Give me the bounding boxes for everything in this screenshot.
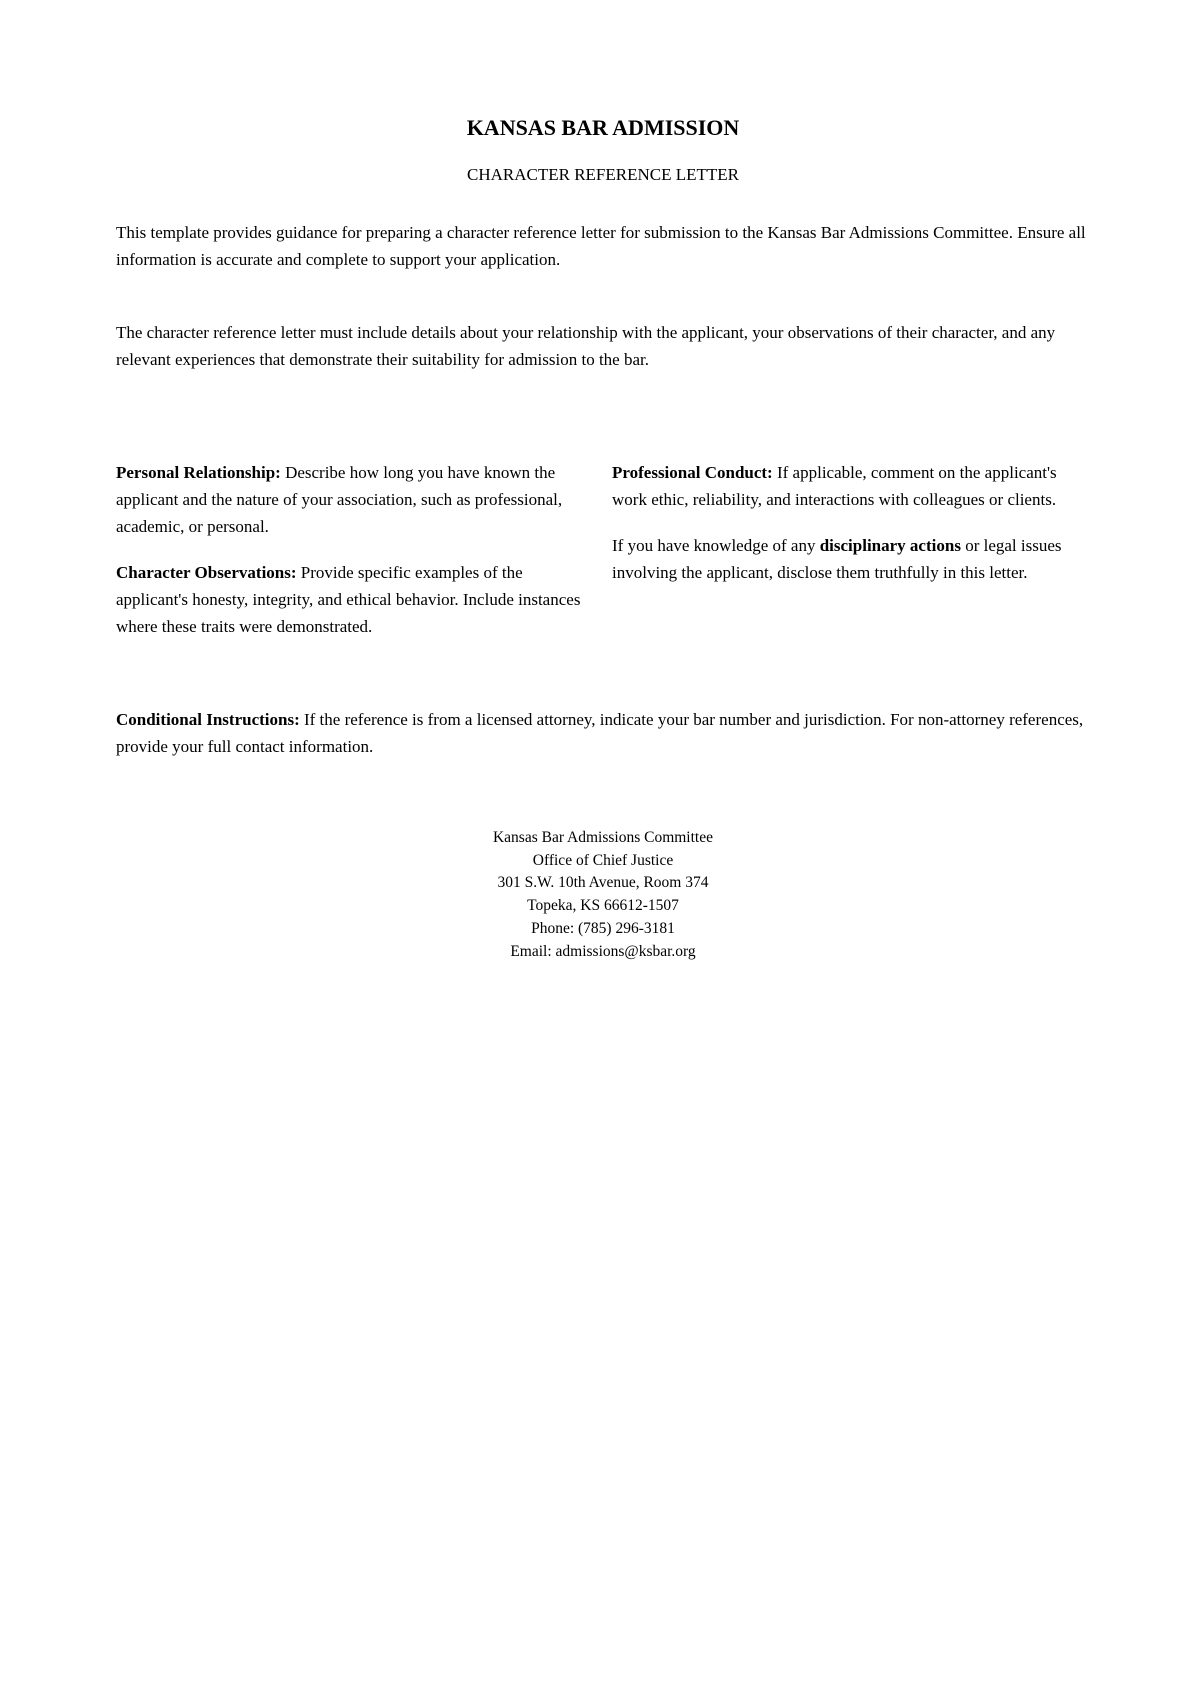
- professional-conduct-label: Professional Conduct:: [612, 463, 773, 482]
- conditional-instructions-text: If the reference is from a licensed attorney, indicate your bar number and jurisdiction. For non-attorney references, provide your full contact information.: [116, 710, 1084, 756]
- left-column: [116, 459, 594, 659]
- character-observations-label: Character Observations:: [116, 563, 297, 582]
- address-street: 301 S.W. 10th Avenue, Room 374: [497, 874, 709, 892]
- character-observations-section: [116, 559, 594, 640]
- address-organization: Kansas Bar Admissions Committee: [492, 829, 713, 846]
- document-title: KANSAS BAR ADMISSION: [466, 115, 740, 140]
- professional-conduct-text: If applicable, comment on the applicant's work ethic, reliability, and interactions with colleagues or clients.: [612, 463, 1057, 509]
- guidance-columns: [116, 459, 1090, 659]
- right-column: [612, 459, 1090, 659]
- requirements-paragraph: The character reference letter must include details about your relationship with the applicant, your observations of their character, and any relevant experiences that demonstrate their suitability for admission to the bar.: [116, 323, 1056, 369]
- intro-paragraph: This template provides guidance for preparing a character reference letter for submission to the Kansas Bar Admissions Committee. Ensure all information is accurate and complete to support your application.: [116, 223, 1086, 269]
- disclosure-text-before: If you have knowledge of any: [612, 536, 820, 555]
- conditional-instructions-label: Conditional Instructions:: [116, 710, 300, 729]
- address-city: Topeka, KS 66612-1507: [527, 897, 679, 915]
- personal-relationship-label: Personal Relationship:: [116, 463, 281, 482]
- disclosure-emphasis: disciplinary actions: [819, 536, 961, 555]
- character-observations-text: Provide specific examples of the applicant's honesty, integrity, and ethical behavior. Include instances where these traits were demonstrated.: [116, 563, 581, 636]
- professional-conduct-section: [612, 459, 1090, 513]
- address-office: Office of Chief Justice: [532, 851, 674, 869]
- contact-address-block: [116, 827, 1090, 963]
- address-email: Email: admissions@ksbar.org: [510, 942, 696, 960]
- address-phone: Phone: (785) 296-3181: [531, 919, 675, 937]
- disclosure-section: [612, 532, 1090, 586]
- personal-relationship-text: Describe how long you have known the applicant and the nature of your association, such as professional, academic, or personal.: [116, 463, 563, 536]
- disclosure-text-after: or legal issues involving the applicant, disclose them truthfully in this letter.: [612, 536, 1062, 582]
- document-subtitle: CHARACTER REFERENCE LETTER: [467, 165, 739, 184]
- personal-relationship-section: [116, 459, 594, 540]
- conditional-instructions: [116, 706, 1090, 760]
